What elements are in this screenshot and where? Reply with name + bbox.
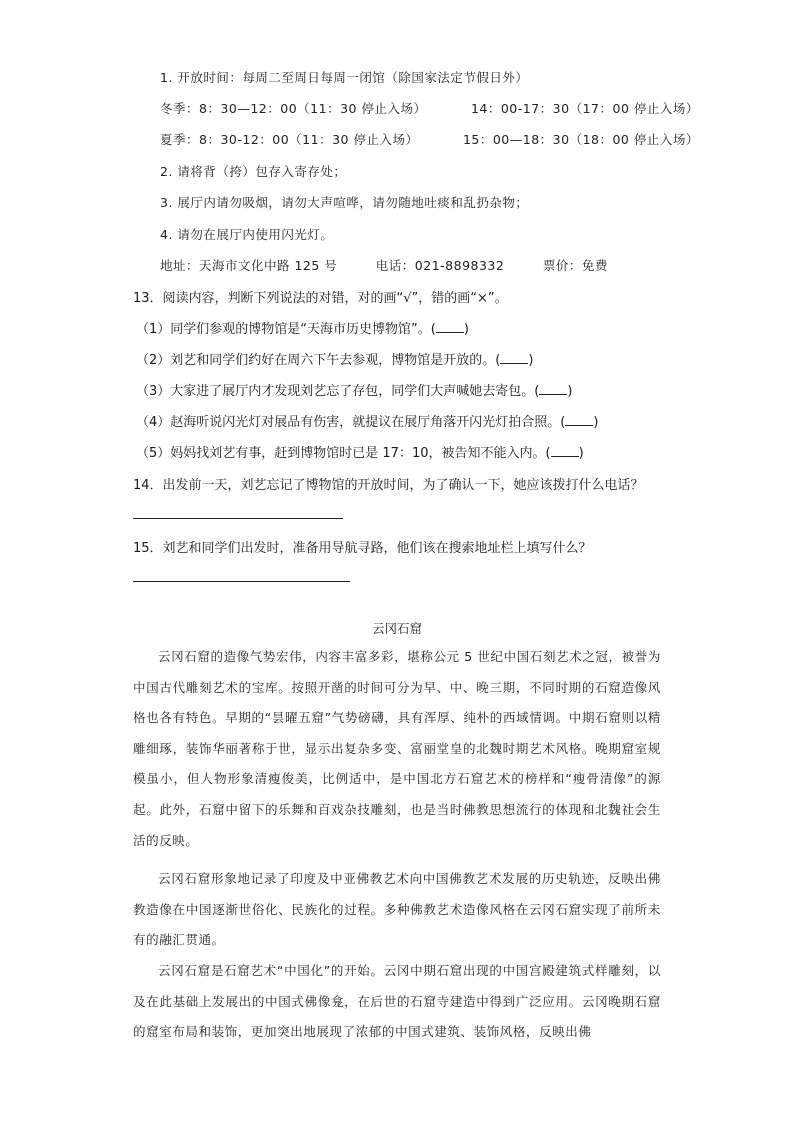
article-paragraph-3: 云冈石窟是石窟艺术“中国化”的开始。云冈中期石窟出现的中国宫殿建筑式样雕刻，以及在此基础上发展出的中国式佛像龛，在后世的石窟寺建造中得到广泛应用。云冈晚期石窟的窟室布局和装饰，更加突出地展现了浓郁的中国式建筑、装饰风格，反映出佛	[133, 963, 661, 1040]
summer-afternoon: 15：00—18：30（18：00 停止入场）	[462, 132, 699, 147]
question-13-2	[136, 349, 533, 368]
notice-flash-rule: 4. 请勿在展厅内使用闪光灯。	[160, 227, 334, 242]
article-paragraph-2: 云冈石窟形象地记录了印度及中亚佛教艺术向中国佛教艺术发展的历史轨迹，反映出佛教造像在中国逐渐世俗化、民族化的过程。多种佛教艺术造像风格在云冈石窟实现了前所未有的融汇贯通。	[133, 871, 661, 948]
question-13-4-text: （4）赵海听说闪光灯对展品有伤害，就提议在展厅角落开闪光灯拍合照。(	[136, 415, 566, 430]
paren-close: )	[578, 446, 584, 461]
winter-afternoon: 14：00-17：30（17：00 停止入场）	[470, 101, 699, 116]
address-text: 地址：天海市文化中路 125 号	[160, 258, 338, 273]
paren-close: )	[567, 384, 573, 399]
question-13-3-text: （3）大家进了展厅内才发现刘艺忘了存包，同学们大声喊她去寄包。(	[136, 384, 540, 399]
price-text: 票价：免费	[542, 258, 608, 273]
answer-blank[interactable]	[500, 351, 528, 364]
question-14-answer-line[interactable]	[133, 518, 343, 519]
paren-close: )	[528, 353, 534, 368]
question-13-5	[136, 442, 584, 461]
answer-blank[interactable]	[551, 444, 579, 457]
question-13-1	[136, 318, 469, 337]
paren-close: )	[593, 415, 599, 430]
question-13-1-text: （1）同学们参观的博物馆是“天海市历史博物馆”。(	[136, 322, 436, 337]
notice-opening-hours: 1. 开放时间：每周二至周日每周一闭馆（除国家法定节假日外）	[160, 70, 529, 85]
question-14: 14．出发前一天，刘艺忘记了博物馆的开放时间，为了确认一下，她应该拨打什么电话？	[133, 478, 644, 493]
question-13-5-text: （5）妈妈找刘艺有事，赶到博物馆时已是 17：10，被告知不能入内。(	[136, 446, 551, 461]
notice-contact-line	[160, 256, 642, 274]
phone-text: 电话：021-8898332	[375, 258, 505, 273]
article-paragraph-1: 云冈石窟的造像气势宏伟，内容丰富多彩，堪称公元 5 世纪中国石刻艺术之冠，被誉为中国古代雕刻艺术的宝库。按照开凿的时间可分为早、中、晚三期，不同时期的石窟造像风格也各有特色。早期的“昙曜五窟”气势磅礴，具有浑厚、纯朴的西域情调。中期石窟则以精雕细琢，装饰华丽著称于世，显示出复杂多变、富丽堂皇的北魏时期艺术风格。晚期窟室规模虽小，但人物形象清瘦俊美，比例适中，是中国北方石窟艺术的榜样和“瘦骨清像”的源起。此外，石窟中留下的乐舞和百戏杂技雕刻，也是当时佛教思想流行的体现和北魏社会生活的反映。	[133, 649, 661, 848]
answer-blank[interactable]	[565, 413, 593, 426]
notice-summer-hours	[160, 130, 699, 148]
question-13-3	[136, 380, 572, 399]
question-13: 13．阅读内容，判断下列说法的对错，对的画“√”，错的画“×”。	[133, 291, 508, 306]
winter-morning: 冬季：8：30—12：00（11：30 停止入场）	[160, 101, 427, 116]
notice-bag-rule: 2. 请将背（挎）包存入寄存处；	[160, 164, 347, 179]
notice-conduct-rule: 3. 展厅内请勿吸烟，请勿大声喧哗，请勿随地吐痰和乱扔杂物；	[160, 195, 529, 210]
article-title: 云冈石窟	[371, 621, 422, 636]
answer-blank[interactable]	[539, 382, 567, 395]
question-15-answer-line[interactable]	[133, 581, 350, 582]
question-13-4	[136, 411, 598, 430]
paren-close: )	[463, 322, 469, 337]
question-13-2-text: （2）刘艺和同学们约好在周六下午去参观，博物馆是开放的。(	[136, 353, 501, 368]
summer-morning: 夏季：8：30-12：00（11：30 停止入场）	[160, 132, 419, 147]
notice-winter-hours	[160, 99, 699, 117]
question-15: 15．刘艺和同学们出发时，准备用导航寻路，他们该在搜索地址栏上填写什么？	[133, 541, 592, 556]
answer-blank[interactable]	[436, 320, 464, 333]
